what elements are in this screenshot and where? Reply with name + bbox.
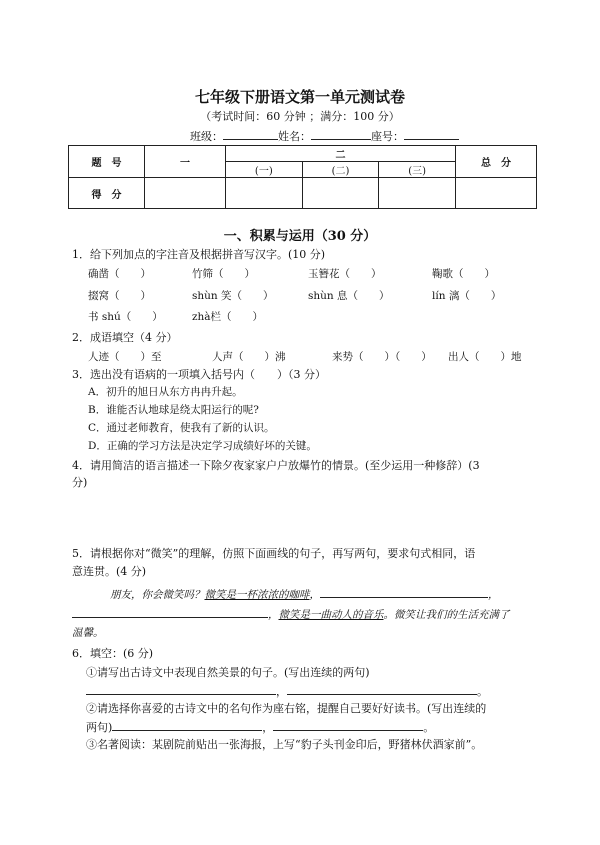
q1-item: 玉簪花（ ） xyxy=(308,268,382,280)
q5-example-prefix: 朋友，你会微笑吗？ xyxy=(110,589,205,601)
section-heading: 一、积累与运用（30 分） xyxy=(223,229,377,244)
score-cell-sub1[interactable] xyxy=(226,178,303,209)
q1-item: 确凿（ ） xyxy=(88,268,151,280)
q1-item: 竹筛（ ） xyxy=(192,268,255,280)
part1-header: 一 xyxy=(145,146,226,178)
q5-example-underlined-2: 微笑是一曲动人的音乐 xyxy=(278,609,384,621)
page-title: 七年级下册语文第一单元测试卷 xyxy=(194,88,405,106)
q6-sub2-blank-2[interactable] xyxy=(273,718,423,731)
score-cell-part1[interactable] xyxy=(145,178,226,209)
q3-option-d: D．正确的学习方法是决定学习成绩好坏的关键。 xyxy=(88,440,317,452)
q3-option-c: C．通过老师教育，使我有了新的认识。 xyxy=(88,422,275,434)
q5-example-line1 xyxy=(110,585,499,602)
class-field[interactable] xyxy=(223,127,278,140)
q2-item: 来势（ ）（ ） xyxy=(332,351,432,363)
q3-option-b: B．谁能否认地球是绕太阳运行的呢? xyxy=(88,404,259,416)
q6-period: 。 xyxy=(477,685,488,698)
q5-answer-blank-2[interactable] xyxy=(72,605,268,618)
seat-field[interactable] xyxy=(404,127,459,140)
q6-sub1-answer-line xyxy=(86,682,488,699)
q2-item: 人声（ ）沸 xyxy=(212,351,286,363)
question-4: 4．请用简洁的语言描述一下除夕夜家家户户放爆竹的情景。(至少运用一种修辞）(3 xyxy=(72,459,480,472)
q6-period: 。 xyxy=(423,721,435,734)
q5-comma: ， xyxy=(309,589,320,601)
q6-sub2-blank-1[interactable] xyxy=(112,718,262,731)
class-label: 班级： xyxy=(190,130,223,143)
question-5: 5．请根据你对“微笑”的理解，仿照下面画线的句子，再写两句，要求句式相同，语 xyxy=(72,547,476,560)
q1-item: shùn 笑（ ） xyxy=(192,290,274,302)
q1-item: shùn 息（ ） xyxy=(308,290,390,302)
q5-example-suffix: 。微笑让我们的生活充满了 xyxy=(383,609,510,621)
q6-sub2-answer-line xyxy=(86,718,434,735)
q5-example-underlined-1: 微笑是一杯浓浓的咖啡 xyxy=(204,589,310,601)
score-cell-total[interactable] xyxy=(456,178,537,209)
q5-example-line2 xyxy=(72,605,510,622)
q5-example-end: 温馨。 xyxy=(72,627,104,639)
score-cell-sub2[interactable] xyxy=(302,178,379,209)
student-info-line xyxy=(190,127,459,144)
part2-sub3-header: (三) xyxy=(379,162,456,178)
q1-item: 掇窝（ ） xyxy=(88,290,151,302)
tihao-header: 题 号 xyxy=(69,146,145,178)
question-2: 2．成语填空（4 分） xyxy=(72,331,178,344)
part2-sub1-header: (一) xyxy=(226,162,303,178)
score-table xyxy=(68,145,537,209)
defen-label: 得 分 xyxy=(69,178,145,209)
q1-item: 书 shú（ ） xyxy=(88,311,163,323)
q6-sub3: ③名著阅读：某剧院前贴出一张海报，上写“豹子头刊金印后，野猪林伏酒家前”。 xyxy=(86,738,483,751)
name-field[interactable] xyxy=(311,127,371,140)
total-header: 总 分 xyxy=(456,146,537,178)
part2-header: 二 xyxy=(226,146,456,162)
question-3: 3．选出没有语病的一项填入括号内（ ）（3 分） xyxy=(72,368,326,381)
q6-sub1-blank-1[interactable] xyxy=(86,682,276,695)
q2-item: 出人（ ）地 xyxy=(448,351,522,363)
q6-sub2-cont: 两句) xyxy=(86,721,113,734)
question-6: 6．填空：(6 分) xyxy=(72,647,154,660)
question-1: 1．给下列加点的字注音及根据拼音写汉字。(10 分) xyxy=(72,248,326,261)
q1-item: 鞠歌（ ） xyxy=(432,268,495,280)
q2-item: 人迹（ ）至 xyxy=(88,351,162,363)
q3-option-a: A．初升的旭日从东方冉冉升起。 xyxy=(88,386,243,398)
q6-sub1-blank-2[interactable] xyxy=(287,682,477,695)
question-4-cont: 分) xyxy=(72,476,88,489)
q1-item: lín 漓（ ） xyxy=(432,290,502,302)
q1-item: zhà栏（ ） xyxy=(192,311,264,323)
q5-comma: ， xyxy=(268,609,279,621)
question-5-cont: 意连贯。(4 分) xyxy=(72,565,147,578)
q6-comma: ， xyxy=(276,685,287,698)
seat-label: 座号： xyxy=(371,130,404,143)
q6-sub2: ②请选择你喜爱的古诗文中的名句作为座右铭，提醒自己要好好读书。(写出连续的 xyxy=(86,702,487,715)
q5-answer-blank-1[interactable] xyxy=(320,585,488,598)
score-cell-sub3[interactable] xyxy=(379,178,456,209)
q6-comma: ， xyxy=(262,721,274,734)
part2-sub2-header: (二) xyxy=(302,162,379,178)
q5-comma: ， xyxy=(488,589,499,601)
exam-subtitle: （考试时间：60 分钟 ；满分：100 分） xyxy=(200,110,400,123)
q6-sub1: ①请写出古诗文中表现自然美景的句子。(写出连续的两句) xyxy=(86,666,370,679)
name-label: 姓名： xyxy=(278,130,311,143)
